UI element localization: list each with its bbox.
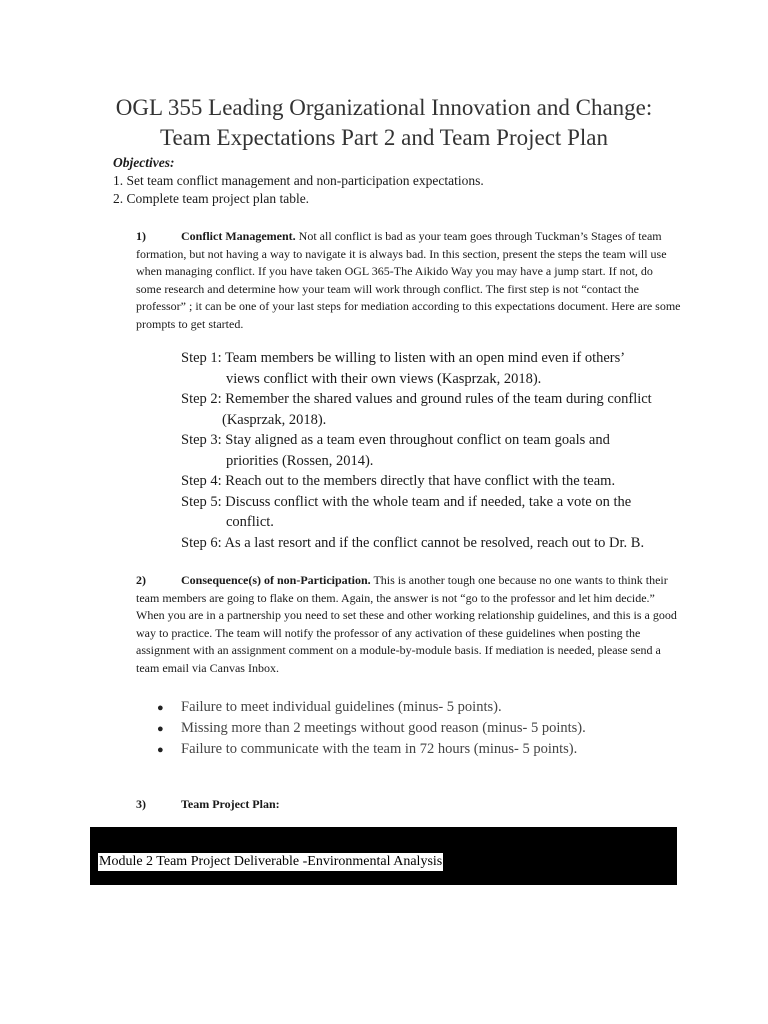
objective-item: 2. Complete team project plan table. [113, 191, 310, 206]
document-title [0, 93, 768, 153]
step-line: Step 3: Stay aligned as a team even throughout conflict on team goals and [181, 432, 610, 448]
section-lead: Conflict Management. [181, 229, 296, 243]
section-conflict-management [136, 228, 681, 333]
objectives-heading: Objectives: [113, 155, 175, 170]
step-line: Step 6: As a last resort and if the conflict cannot be resolved, reach out to Dr. B. [181, 534, 645, 551]
bullet-item [157, 739, 586, 760]
bullet-text: Failure to communicate with the team in 72 hours (minus- 5 points). [181, 741, 578, 757]
bullet-item [157, 718, 586, 739]
bullet-text: Missing more than 2 meetings without good reason (minus- 5 points). [181, 720, 586, 736]
bullet-text: Failure to meet individual guidelines (minus- 5 points). [181, 699, 502, 715]
step-line-continued: priorities (Rossen, 2014). [226, 452, 374, 469]
project-plan-table-header [90, 827, 677, 885]
table-header-label: Module 2 Team Project Deliverable -Environmental Analysis [99, 854, 443, 869]
section-number: 1) [136, 229, 146, 243]
section-number: 2) [136, 573, 146, 587]
step-line-continued: conflict. [226, 514, 274, 530]
title-line-1: OGL 355 Leading Organizational Innovation and Change: [115, 95, 653, 120]
step-item [181, 389, 681, 430]
consequence-bullet-list [157, 697, 586, 760]
bullet-icon: ● [157, 744, 164, 756]
section-lead: Consequence(s) of non-Participation. [181, 573, 371, 587]
bullet-item [157, 697, 586, 718]
section-lead: Team Project Plan: [181, 797, 280, 811]
step-item [181, 430, 681, 471]
step-item [181, 471, 681, 492]
section-team-project-plan [136, 797, 280, 812]
title-line-2: Team Expectations Part 2 and Team Project Plan [160, 125, 608, 150]
step-line-continued: views conflict with their own views (Kasprzak, 2018). [226, 370, 542, 387]
bullet-icon: ● [157, 702, 164, 714]
section-body: Not all conflict is bad as your team goes through Tuckman’s Stages of team formation, but not having a way to navigate it is always bad. In this section, present the steps the team will use when managing conflict. If you have taken OGL 365-The Aikido Way you may have a jump start. If not, do some research and determine how your team will work through conflict. The first step is not “contact the professor” ; it can be one of your last steps for mediation according to this expectations document. Here are some prompts to get started. [136, 229, 681, 331]
section-number: 3) [136, 797, 146, 811]
step-line: Step 1: Team members be willing to listen with an open mind even if others’ [181, 350, 626, 366]
step-line: Step 2: Remember the shared values and ground rules of the team during conflict [181, 391, 652, 407]
step-line: Step 4: Reach out to the members directly that have conflict with the team. [181, 473, 616, 489]
bullet-icon: ● [157, 723, 164, 735]
step-line-continued: (Kasprzak, 2018). [222, 411, 327, 428]
step-item [181, 348, 681, 389]
step-line: Step 5: Discuss conflict with the whole team and if needed, take a vote on the [181, 493, 632, 510]
conflict-steps-list [181, 348, 681, 553]
objective-item: 1. Set team conflict management and non-participation expectations. [113, 173, 484, 188]
section-non-participation [136, 572, 681, 677]
step-item [181, 492, 681, 533]
objectives-block [113, 154, 484, 208]
step-item [181, 533, 681, 554]
section-body: This is another tough one because no one wants to think their team members are going to flake on them. Again, the answer is not “go to the professor and let him decide.” When you are in a partnership you need to set these and other working relationship guidelines, and this is a good way to practice. The team will notify the professor of any activation of these guidelines when posting the assignment with an assignment comment on a module-by-module basis. If mediation is needed, please send a team email via Canvas Inbox. [136, 573, 677, 675]
